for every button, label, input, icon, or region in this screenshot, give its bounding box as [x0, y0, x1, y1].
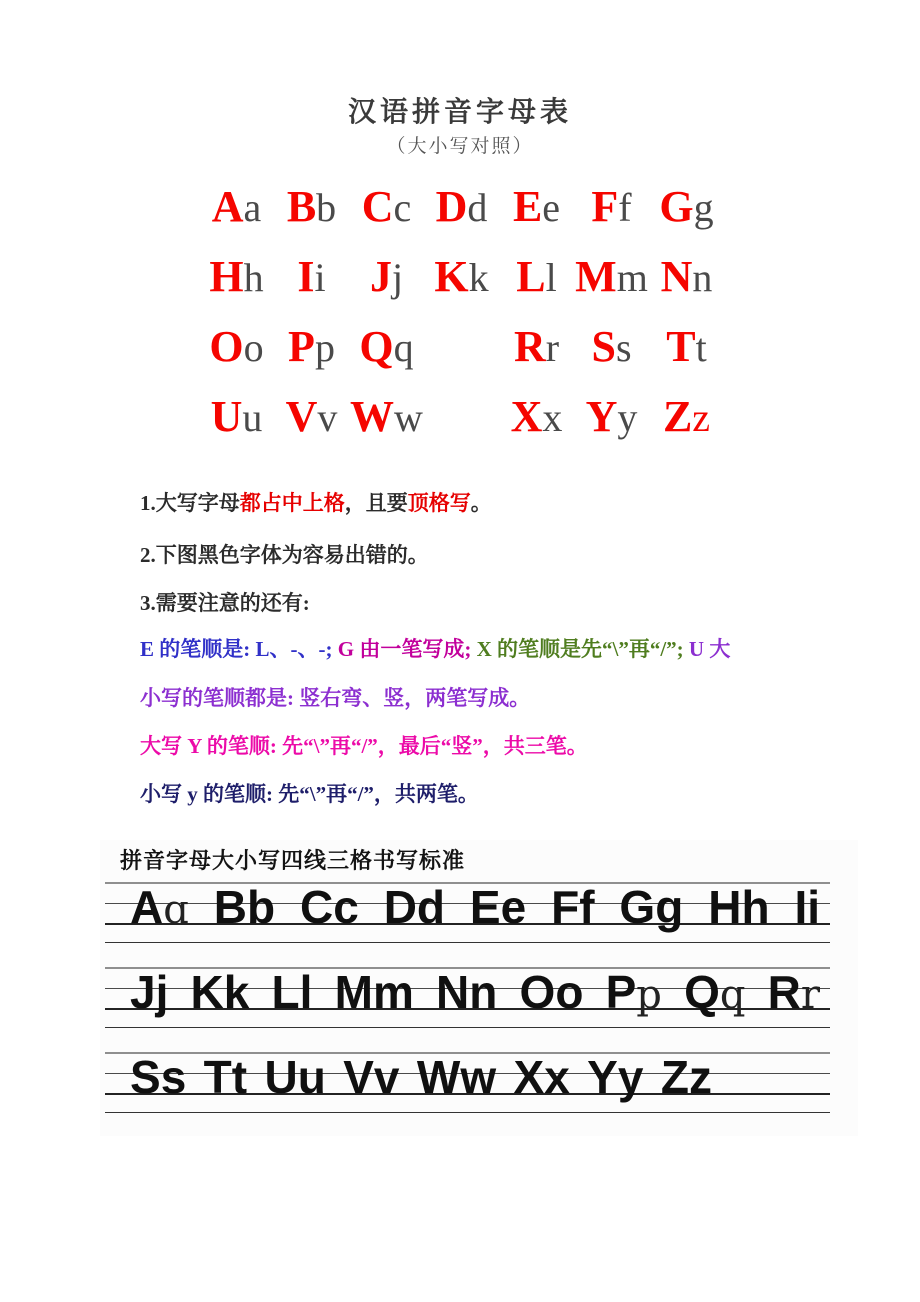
writing-lowercase-letter: o — [555, 966, 584, 1018]
writing-lowercase-letter: c — [333, 881, 359, 933]
stave — [105, 882, 830, 943]
writing-letter-pair — [272, 962, 313, 1022]
uppercase-letter: W — [350, 392, 395, 441]
writing-uppercase-letter: D — [383, 881, 417, 933]
writing-lowercase-letter: i — [807, 881, 820, 933]
note-segment: 顶格写 — [407, 491, 471, 515]
letter-pair — [349, 242, 424, 312]
letter-pair — [499, 382, 574, 452]
lowercase-letter: w — [394, 395, 423, 440]
pinyin-letter-table — [199, 172, 724, 452]
writing-letter-pair — [343, 1047, 399, 1107]
writing-letter-pair — [130, 877, 189, 940]
lowercase-letter: g — [693, 185, 714, 230]
writing-uppercase-letter: Q — [684, 966, 720, 1018]
writing-lowercase-letter: t — [231, 1051, 248, 1103]
writing-lowercase-letter: y — [617, 1051, 644, 1103]
uppercase-letter: Z — [662, 392, 693, 441]
note-3: 3.需要注意的还有: — [140, 591, 310, 615]
writing-lowercase-letter: g — [655, 881, 684, 933]
lowercase-letter: z — [692, 395, 711, 440]
uppercase-letter: V — [285, 392, 318, 441]
writing-lowercase-letter: q — [719, 972, 746, 1018]
note-segment: 1.大写字母 — [140, 491, 240, 515]
stave-letters — [130, 877, 820, 940]
writing-lowercase-letter: r — [800, 972, 820, 1018]
lowercase-letter: j — [391, 255, 404, 300]
writing-uppercase-letter: P — [605, 966, 637, 1018]
lowercase-letter: u — [242, 395, 263, 440]
stroke-order-line — [140, 634, 730, 664]
lowercase-letter: n — [692, 255, 713, 300]
writing-lowercase-letter: m — [372, 966, 414, 1018]
letter-pair — [574, 312, 649, 382]
uppercase-letter: X — [510, 392, 543, 441]
letter-pair — [274, 242, 349, 312]
writing-uppercase-letter: T — [203, 1051, 232, 1103]
lowercase-letter: t — [695, 325, 707, 370]
writing-lowercase-letter: k — [223, 966, 250, 1018]
writing-uppercase-letter: C — [299, 881, 334, 933]
letter-pair — [274, 382, 349, 452]
writing-lowercase-letter: n — [469, 966, 498, 1018]
writing-lowercase-letter: f — [579, 881, 595, 933]
letter-pair — [499, 312, 574, 382]
writing-letter-pair — [130, 1047, 186, 1107]
uppercase-letter: N — [660, 252, 693, 301]
letter-pair — [574, 172, 649, 242]
letter-pair — [424, 242, 499, 312]
uppercase-letter: I — [297, 252, 315, 301]
letter-pair — [274, 172, 349, 242]
writing-uppercase-letter: M — [334, 966, 373, 1018]
uppercase-letter: G — [659, 182, 694, 231]
writing-uppercase-letter: H — [708, 881, 742, 933]
letter-pair — [199, 382, 274, 452]
writing-letter-pair — [768, 962, 820, 1025]
writing-uppercase-letter: O — [519, 966, 556, 1018]
lowercase-letter: v — [317, 395, 338, 440]
writing-lowercase-letter: s — [160, 1051, 187, 1103]
writing-letter-pair — [335, 962, 414, 1022]
lowercase-letter: d — [467, 185, 488, 230]
note-segment: 。 — [470, 491, 492, 515]
writing-uppercase-letter: J — [130, 966, 156, 1018]
letter-pair — [349, 382, 424, 452]
letter-pair — [574, 382, 649, 452]
stroke-order-segment: 小写 y 的笔顺: 先“\”再“/”，共两笔。 — [140, 782, 479, 806]
writing-uppercase-letter: N — [436, 966, 470, 1018]
uppercase-letter: H — [209, 252, 244, 301]
page-title: 汉语拼音字母表 — [347, 97, 572, 128]
writing-letter-pair — [265, 1047, 326, 1107]
uppercase-letter: T — [666, 322, 696, 371]
page-subtitle: （大小写对照） — [386, 136, 534, 157]
writing-standard-block — [100, 840, 858, 1136]
lowercase-letter: f — [618, 185, 632, 230]
uppercase-letter: B — [286, 182, 317, 231]
lowercase-letter: a — [243, 185, 262, 230]
writing-uppercase-letter: W — [416, 1051, 461, 1103]
writing-letter-pair — [300, 877, 359, 937]
writing-letter-pair — [191, 962, 250, 1022]
stroke-order-segment: G 由一笔写成; — [337, 637, 477, 661]
uppercase-letter: F — [591, 182, 619, 231]
writing-letter-pair — [520, 962, 584, 1022]
lowercase-letter: y — [617, 395, 638, 440]
uppercase-letter: E — [512, 182, 543, 231]
writing-uppercase-letter: G — [619, 881, 656, 933]
stroke-order-segment: 小写的笔顺都是: 竖右弯、竖，两笔写成。 — [140, 686, 531, 710]
writing-letter-pair — [587, 1047, 643, 1107]
writing-lowercase-letter: w — [460, 1051, 497, 1103]
note-1 — [140, 488, 492, 518]
letter-pair — [199, 242, 274, 312]
lowercase-letter: m — [616, 255, 648, 300]
stroke-order-segment: E 的笔顺是: L、-、-; — [140, 637, 338, 661]
writing-lowercase-letter: j — [155, 966, 169, 1018]
writing-letter-pair — [417, 1047, 496, 1107]
writing-standard-header: 拼音字母大小写四线三格书写标准 — [120, 848, 466, 873]
uppercase-letter: P — [288, 322, 315, 371]
letter-pair — [199, 312, 274, 382]
uppercase-letter: C — [361, 182, 394, 231]
note-segment: ，且要 — [344, 491, 408, 515]
writing-uppercase-letter: R — [767, 966, 801, 1018]
writing-lowercase-letter: h — [741, 881, 770, 933]
writing-letter-pair — [130, 962, 168, 1022]
writing-lowercase-letter: p — [636, 972, 662, 1018]
writing-letter-pair — [384, 877, 445, 937]
lowercase-letter: l — [545, 255, 557, 300]
writing-lowercase-letter: z — [688, 1051, 712, 1103]
lowercase-letter: b — [316, 185, 337, 230]
writing-lowercase-letter: x — [544, 1051, 570, 1103]
uppercase-letter: Y — [585, 392, 618, 441]
lowercase-letter: i — [314, 255, 326, 300]
stave-letters — [130, 962, 820, 1025]
writing-letter-pair — [436, 962, 497, 1022]
writing-lowercase-letter: d — [416, 881, 446, 933]
uppercase-letter: K — [434, 252, 469, 301]
writing-uppercase-letter: A — [130, 881, 164, 933]
lowercase-letter: o — [243, 325, 264, 370]
writing-lowercase-letter: b — [246, 881, 276, 933]
lowercase-letter: k — [468, 255, 489, 300]
uppercase-letter: M — [575, 252, 617, 301]
uppercase-letter: S — [591, 322, 616, 371]
writing-uppercase-letter: X — [513, 1051, 545, 1103]
lowercase-letter: p — [314, 325, 335, 370]
note-2: 2.下图黑色字体为容易出错的。 — [140, 543, 429, 567]
uppercase-letter: J — [369, 252, 392, 301]
writing-letter-pair — [470, 877, 526, 937]
writing-letter-pair — [514, 1047, 570, 1107]
letter-pair — [499, 242, 574, 312]
letter-pair — [649, 312, 724, 382]
writing-lowercase-letter: u — [297, 1051, 326, 1103]
writing-uppercase-letter: I — [794, 881, 808, 933]
writing-uppercase-letter: B — [213, 881, 247, 933]
letter-pair — [274, 312, 349, 382]
writing-letter-pair — [214, 877, 275, 937]
writing-uppercase-letter: Y — [587, 1051, 618, 1103]
letter-pair — [649, 172, 724, 242]
lowercase-letter: e — [542, 185, 561, 230]
writing-letter-pair — [794, 877, 820, 937]
uppercase-letter: Q — [359, 322, 394, 371]
letter-pair — [649, 382, 724, 452]
stroke-order-segment: U 大 — [688, 637, 731, 661]
letter-pair — [499, 172, 574, 242]
writing-lowercase-letter: v — [373, 1051, 400, 1103]
writing-lowercase-letter: ɑ — [163, 887, 189, 933]
writing-uppercase-letter: E — [469, 881, 501, 933]
writing-uppercase-letter: L — [271, 966, 300, 1018]
letter-pair — [649, 242, 724, 312]
writing-uppercase-letter: K — [190, 966, 224, 1018]
stroke-order-line — [140, 731, 588, 761]
stroke-order-segment: X 的笔顺是先“\”再“/”; — [476, 637, 689, 661]
stroke-order-segment: 大写 Y 的笔顺: 先“\”再“/”，最后“竖”，共三笔。 — [140, 734, 588, 758]
uppercase-letter: D — [435, 182, 468, 231]
writing-uppercase-letter: S — [130, 1051, 161, 1103]
lowercase-letter: s — [615, 325, 632, 370]
writing-letter-pair — [684, 962, 745, 1025]
writing-uppercase-letter: V — [343, 1051, 374, 1103]
letter-pair — [349, 312, 424, 382]
lowercase-letter: x — [542, 395, 563, 440]
lowercase-letter: q — [393, 325, 414, 370]
writing-lowercase-letter: e — [500, 881, 527, 933]
stave-line — [105, 1112, 830, 1113]
lowercase-letter: c — [393, 185, 412, 230]
writing-letter-pair — [551, 877, 594, 937]
writing-uppercase-letter: F — [551, 881, 580, 933]
letter-pair — [424, 172, 499, 242]
uppercase-letter: L — [516, 252, 546, 301]
letter-pair — [574, 242, 649, 312]
uppercase-letter: A — [211, 182, 244, 231]
uppercase-letter: O — [209, 322, 244, 371]
stroke-order-line — [140, 779, 479, 809]
lowercase-letter: h — [243, 255, 264, 300]
writing-letter-pair — [619, 877, 683, 937]
writing-uppercase-letter: U — [264, 1051, 298, 1103]
lowercase-letter: r — [545, 325, 560, 370]
writing-letter-pair — [204, 1047, 247, 1107]
writing-letter-pair — [708, 877, 769, 937]
writing-letter-pair — [661, 1047, 712, 1107]
letter-pair — [349, 172, 424, 242]
stave-letters — [130, 1047, 712, 1107]
letter-pair — [199, 172, 274, 242]
stave — [105, 1052, 830, 1113]
writing-uppercase-letter: Z — [660, 1051, 689, 1103]
stroke-order-line — [140, 683, 530, 713]
uppercase-letter: U — [210, 392, 243, 441]
note-segment: 都占中上格 — [239, 491, 345, 515]
stave-line — [105, 942, 830, 943]
stave-line — [105, 1027, 830, 1028]
writing-letter-pair — [606, 962, 662, 1025]
writing-lowercase-letter: l — [299, 966, 313, 1018]
stave — [105, 967, 830, 1028]
uppercase-letter: R — [513, 322, 546, 371]
